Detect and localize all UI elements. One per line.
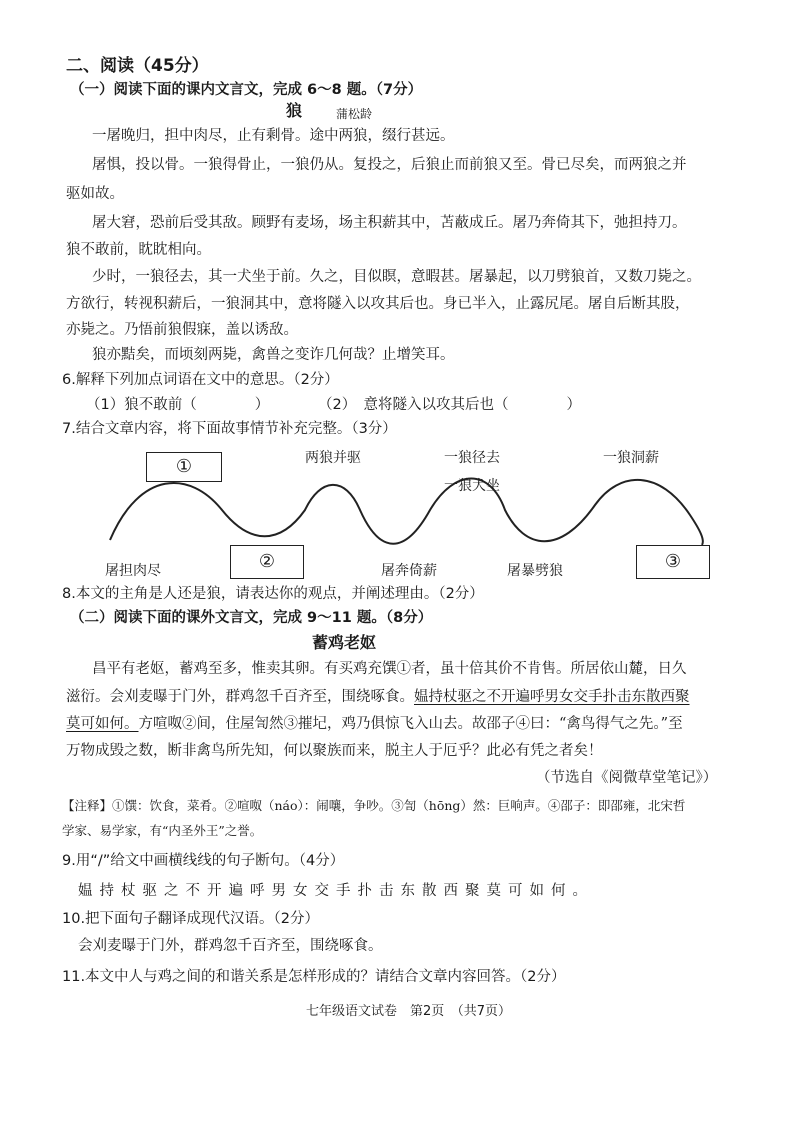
question-9-sentence: 媪持杖驱之不开遍呼男女交手扑击东散西聚莫可如何。 xyxy=(78,883,594,899)
blank-box-1[interactable]: ① xyxy=(146,452,222,482)
part1-author: 蒲松龄 xyxy=(336,107,373,121)
plot-label: 一狼犬坐 xyxy=(444,478,500,494)
part2-title: 蓄鸡老妪 xyxy=(312,633,377,652)
part1-title: 狼 xyxy=(286,101,303,120)
question-10: 10.把下面句子翻译成现代汉语。（2分） xyxy=(62,911,320,927)
passage-line xyxy=(66,714,683,734)
question-9: 9.用“/”给文中画横线线的句子断句。（4分） xyxy=(62,853,345,869)
passage-text: 方喧呶②间，住屋訇然③摧圮，鸡乃俱惊飞入山去。故邵子④曰：“禽鸟得气之先。”至 xyxy=(138,716,683,732)
passage-line: 狼不敢前，眈眈相向。 xyxy=(66,242,211,258)
question-10-sentence: 会刈麦曝于门外，群鸡忽千百齐至，围绕啄食。 xyxy=(78,938,383,954)
question-6-item-2: （2） 意将隧入以攻其后也（ ） xyxy=(318,397,581,413)
passage-line: 万物成毁之数，断非禽鸟所先知，何以聚族而来，脱主人于厄乎？此必有凭之者矣！ xyxy=(66,743,603,759)
passage-text: 滋衍。会刈麦曝于门外，群鸡忽千百齐至，围绕啄食。 xyxy=(66,689,414,705)
passage-line xyxy=(66,687,690,707)
passage-line: 方欲行，转视积薪后，一狼洞其中，意将隧入以攻其后也。身已半入，止露尻尾。屠自后断其股， xyxy=(66,296,690,312)
passage-line: 驱如故。 xyxy=(66,186,124,202)
annotation-line: 【注释】①馔：饮食，菜肴。②喧呶（náo）：闹嚷，争吵。③訇（hōng）然：巨响声。④邵子：即邵雍，北宋哲 xyxy=(62,798,686,813)
part1-instruction: （一）阅读下面的课内文言文，完成 6～8 题。（7分） xyxy=(70,82,423,98)
passage-line: 狼亦黠矣，而顷刻两毙，禽兽之变诈几何哉？止增笑耳。 xyxy=(92,347,455,363)
plot-label: 屠担肉尽 xyxy=(105,563,161,579)
underlined-sentence: 媪持杖驱之不开遍呼男女交手扑击东散西聚 xyxy=(414,689,690,705)
page-footer: 七年级语文试卷 第2页 （共7页） xyxy=(306,1004,512,1019)
section-heading: 二、阅读（45分） xyxy=(66,56,209,76)
plot-label: 屠奔倚薪 xyxy=(381,563,437,579)
passage-line: 昌平有老妪，蓄鸡至多，惟卖其卵。有买鸡充馔①者，虽十倍其价不肯售。所居依山麓，日久 xyxy=(92,661,687,677)
plot-label: 一狼径去 xyxy=(444,450,500,466)
plot-curve xyxy=(110,479,703,546)
passage-line: 屠惧，投以骨。一狼得骨止，一狼仍从。复投之，后狼止而前狼又至。骨已尽矣，而两狼之并 xyxy=(92,157,687,173)
question-6-item-1: （1）狼不敢前（ ） xyxy=(86,397,270,413)
source-citation: （节选自《阅微草堂笔记》） xyxy=(536,770,718,786)
passage-line: 一屠晚归，担中肉尽，止有剩骨。途中两狼，缀行甚远。 xyxy=(92,128,455,144)
part2-instruction: （二）阅读下面的课外文言文，完成 9～11 题。（8分） xyxy=(70,610,433,626)
question-8: 8.本文的主角是人还是狼，请表达你的观点，并阐述理由。（2分） xyxy=(62,586,484,602)
plot-label: 屠暴劈狼 xyxy=(507,563,563,579)
plot-label: 两狼并驱 xyxy=(305,450,361,466)
annotation-line: 学家、易学家，有“内圣外王”之誉。 xyxy=(62,823,263,838)
blank-box-3[interactable]: ③ xyxy=(636,545,710,579)
passage-line: 亦毙之。乃悟前狼假寐，盖以诱敌。 xyxy=(66,322,298,338)
question-11: 11.本文中人与鸡之间的和谐关系是怎样形成的？请结合文章内容回答。（2分） xyxy=(62,969,566,985)
underlined-sentence: 莫可如何。 xyxy=(66,716,139,732)
question-7: 7.结合文章内容，将下面故事情节补充完整。（3分） xyxy=(62,421,397,437)
blank-box-2[interactable]: ② xyxy=(230,545,304,579)
passage-line: 少时，一狼径去，其一犬坐于前。久之，目似瞑，意暇甚。屠暴起，以刀劈狼首，又数刀毙之。 xyxy=(92,269,701,285)
question-6: 6.解释下列加点词语在文中的意思。（2分） xyxy=(62,372,339,388)
passage-line: 屠大窘，恐前后受其敌。顾野有麦场，场主积薪其中，苫蔽成丘。屠乃奔倚其下，弛担持刀。 xyxy=(92,215,687,231)
plot-label: 一狼洞薪 xyxy=(603,450,659,466)
